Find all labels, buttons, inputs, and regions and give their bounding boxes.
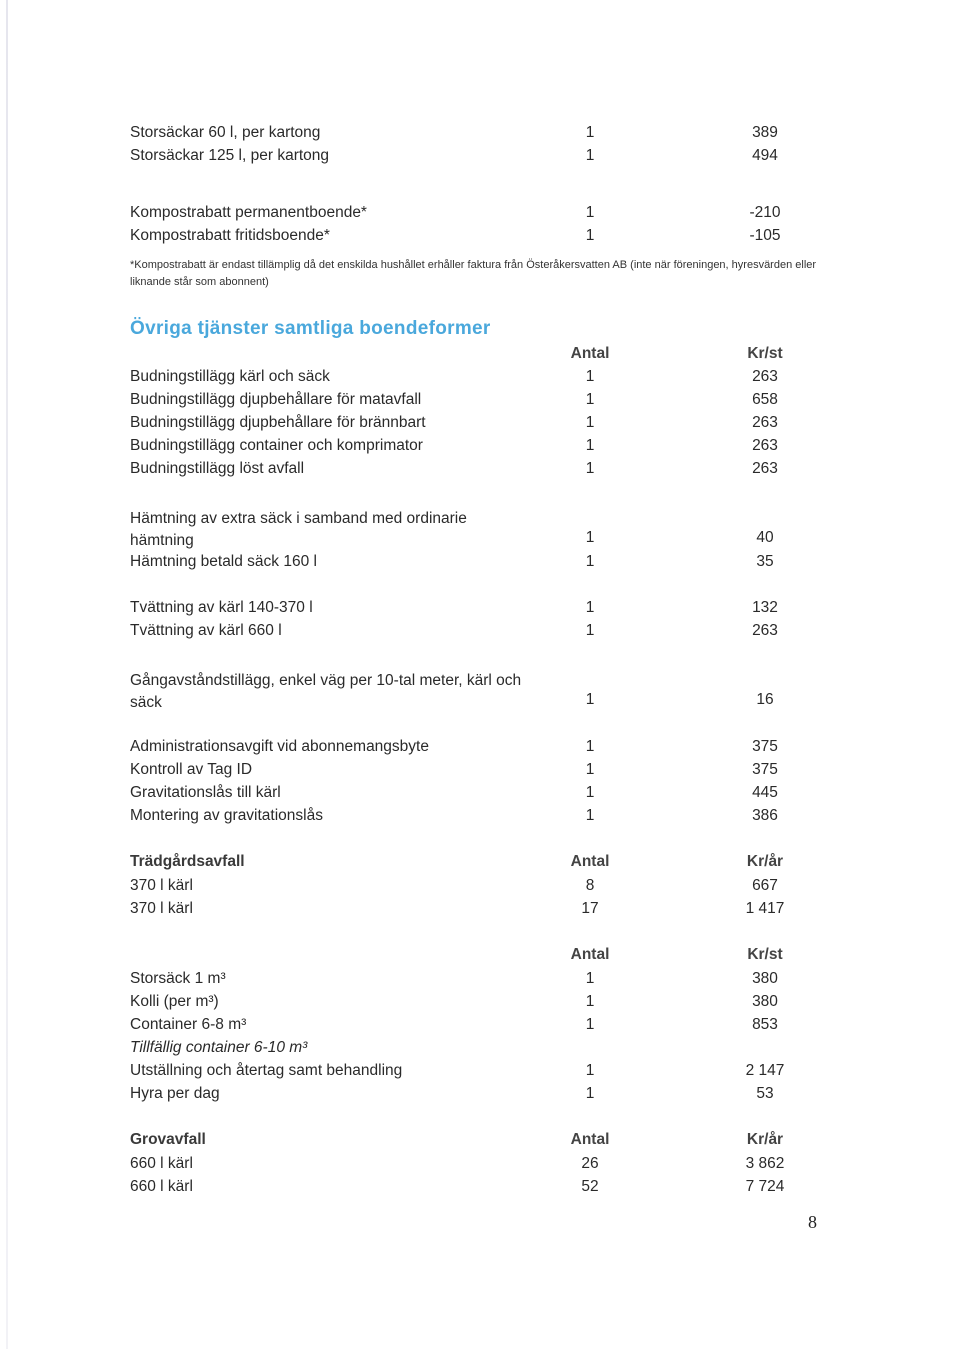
row-label: Budningstillägg löst avfall [130, 460, 305, 477]
row-price: 16 [756, 691, 774, 708]
row-label: Storsäckar 60 l, per kartong [130, 124, 321, 141]
header-price: Kr/år [746, 853, 784, 870]
row-price: 3 862 [745, 1155, 785, 1172]
row-label: Kompostrabatt permanentboende* [130, 204, 367, 221]
price-row [130, 368, 810, 392]
row-qty: 1 [585, 204, 595, 221]
header-label: Grovavfall [130, 1131, 206, 1148]
row-price: -105 [749, 227, 781, 244]
header-qty: Antal [570, 853, 610, 870]
price-row [130, 807, 810, 831]
price-row [130, 877, 810, 901]
row-qty: 1 [585, 993, 595, 1010]
section-title: Övriga tjänster samtliga boendeformer [130, 318, 491, 339]
row-label: Hämtning betald säck 160 l [130, 553, 317, 570]
price-row [130, 599, 810, 623]
row-qty: 1 [585, 1062, 595, 1079]
row-qty: 1 [585, 553, 595, 570]
row-qty: 1 [585, 761, 595, 778]
row-price: 263 [752, 368, 778, 385]
row-price: 2 147 [745, 1062, 785, 1079]
header-qty: Antal [570, 345, 610, 362]
row-label: Budningstillägg djupbehållare för matavfall [130, 391, 422, 408]
row-price: 53 [756, 1085, 774, 1102]
row-price: 40 [756, 529, 774, 546]
price-row [130, 147, 810, 171]
row-price: 263 [752, 414, 778, 431]
header-price: Kr/st [747, 946, 783, 963]
row-qty: 1 [585, 622, 595, 639]
price-row [130, 784, 810, 808]
row-qty: 1 [585, 1016, 595, 1033]
price-row [130, 622, 810, 646]
price-row [130, 1178, 810, 1202]
price-row [130, 993, 810, 1017]
header-label: Trädgårdsavfall [130, 853, 245, 870]
row-label: 660 l kärl [130, 1178, 193, 1195]
row-label: 660 l kärl [130, 1155, 193, 1172]
row-label: Gångavståndstillägg, enkel väg per 10-tal meter, kärl och säck [130, 672, 522, 711]
row-label: Montering av gravitationslås [130, 807, 323, 824]
row-qty: 52 [581, 1178, 599, 1195]
row-price: 375 [752, 738, 778, 755]
price-row [130, 1016, 810, 1040]
row-qty: 1 [585, 970, 595, 987]
row-label: Kontroll av Tag ID [130, 761, 253, 778]
row-qty: 1 [585, 414, 595, 431]
row-qty: 8 [585, 877, 595, 894]
price-row [130, 1155, 810, 1179]
row-label: Kompostrabatt fritidsboende* [130, 227, 330, 244]
page-number: 8 [808, 1212, 817, 1232]
price-row [130, 508, 810, 554]
row-qty: 1 [585, 460, 595, 477]
price-row [130, 761, 810, 785]
row-price: 380 [752, 970, 778, 987]
row-label: Administrationsavgift vid abonnemangsbyte [130, 738, 429, 755]
page-edge [6, 0, 8, 1349]
row-qty: 1 [585, 784, 595, 801]
row-price: 658 [752, 391, 778, 408]
row-price: -210 [749, 204, 781, 221]
row-price: 494 [752, 147, 778, 164]
row-qty: 1 [585, 391, 595, 408]
row-label: 370 l kärl [130, 877, 193, 894]
price-row [130, 670, 810, 716]
row-price: 380 [752, 993, 778, 1010]
row-price: 386 [752, 807, 778, 824]
row-qty: 1 [585, 529, 595, 546]
row-label: Budningstillägg kärl och säck [130, 368, 330, 385]
price-row [130, 204, 810, 228]
row-qty: 1 [585, 227, 595, 244]
row-label: Container 6-8 m³ [130, 1016, 247, 1033]
row-label: Hyra per dag [130, 1085, 220, 1102]
row-price: 132 [752, 599, 778, 616]
price-row [130, 460, 810, 484]
header-qty: Antal [570, 946, 610, 963]
header-qty: Antal [570, 1131, 610, 1148]
row-qty: 1 [585, 738, 595, 755]
row-qty: 1 [585, 147, 595, 164]
row-qty: 1 [585, 599, 595, 616]
row-label: Tillfällig container 6-10 m³ [130, 1039, 308, 1056]
price-row [130, 437, 810, 461]
table-header [130, 1131, 810, 1155]
table-header [130, 853, 810, 877]
row-qty: 26 [581, 1155, 599, 1172]
row-price: 445 [752, 784, 778, 801]
row-label: Tvättning av kärl 660 l [130, 622, 282, 639]
row-label: Budningstillägg djupbehållare för brännbart [130, 414, 426, 431]
price-row [130, 1085, 810, 1109]
row-price: 389 [752, 124, 778, 141]
row-label: 370 l kärl [130, 900, 193, 917]
subheading-row [130, 1039, 810, 1063]
row-price: 853 [752, 1016, 778, 1033]
row-label: Hämtning av extra säck i samband med ordinarie hämtning [130, 510, 467, 549]
price-row [130, 900, 810, 924]
table-header [130, 345, 810, 369]
row-label: Kolli (per m³) [130, 993, 219, 1010]
row-price: 263 [752, 437, 778, 454]
row-label: Utställning och återtag samt behandling [130, 1062, 403, 1079]
row-label: Budningstillägg container och komprimator [130, 437, 423, 454]
table-header [130, 946, 810, 970]
row-price: 7 724 [745, 1178, 785, 1195]
row-qty: 1 [585, 807, 595, 824]
row-price: 263 [752, 622, 778, 639]
header-price: Kr/år [746, 1131, 784, 1148]
price-row [130, 553, 810, 577]
price-row [130, 970, 810, 994]
price-row [130, 124, 810, 148]
header-price: Kr/st [747, 345, 783, 362]
row-price: 263 [752, 460, 778, 477]
row-qty: 1 [585, 1085, 595, 1102]
price-row [130, 391, 810, 415]
row-label: Tvättning av kärl 140-370 l [130, 599, 313, 616]
row-price: 1 417 [745, 900, 785, 917]
row-qty: 1 [585, 124, 595, 141]
row-label: Gravitationslås till kärl [130, 784, 281, 801]
price-row [130, 738, 810, 762]
row-qty: 17 [581, 900, 599, 917]
row-price: 35 [756, 553, 774, 570]
row-label: Storsäckar 125 l, per kartong [130, 147, 330, 164]
row-qty: 1 [585, 437, 595, 454]
price-row [130, 1062, 810, 1086]
row-price: 667 [752, 877, 778, 894]
row-price: 375 [752, 761, 778, 778]
row-qty: 1 [585, 368, 595, 385]
row-qty: 1 [585, 691, 595, 708]
footnote: *Kompostrabatt är endast tillämplig då det enskilda hushållet erhåller faktura från Österåkersvatten AB (inte när föreningen, hyresvärden eller liknande står som abonnent) [130, 259, 817, 288]
row-label: Storsäck 1 m³ [130, 970, 226, 987]
price-row [130, 227, 810, 251]
price-row [130, 414, 810, 438]
